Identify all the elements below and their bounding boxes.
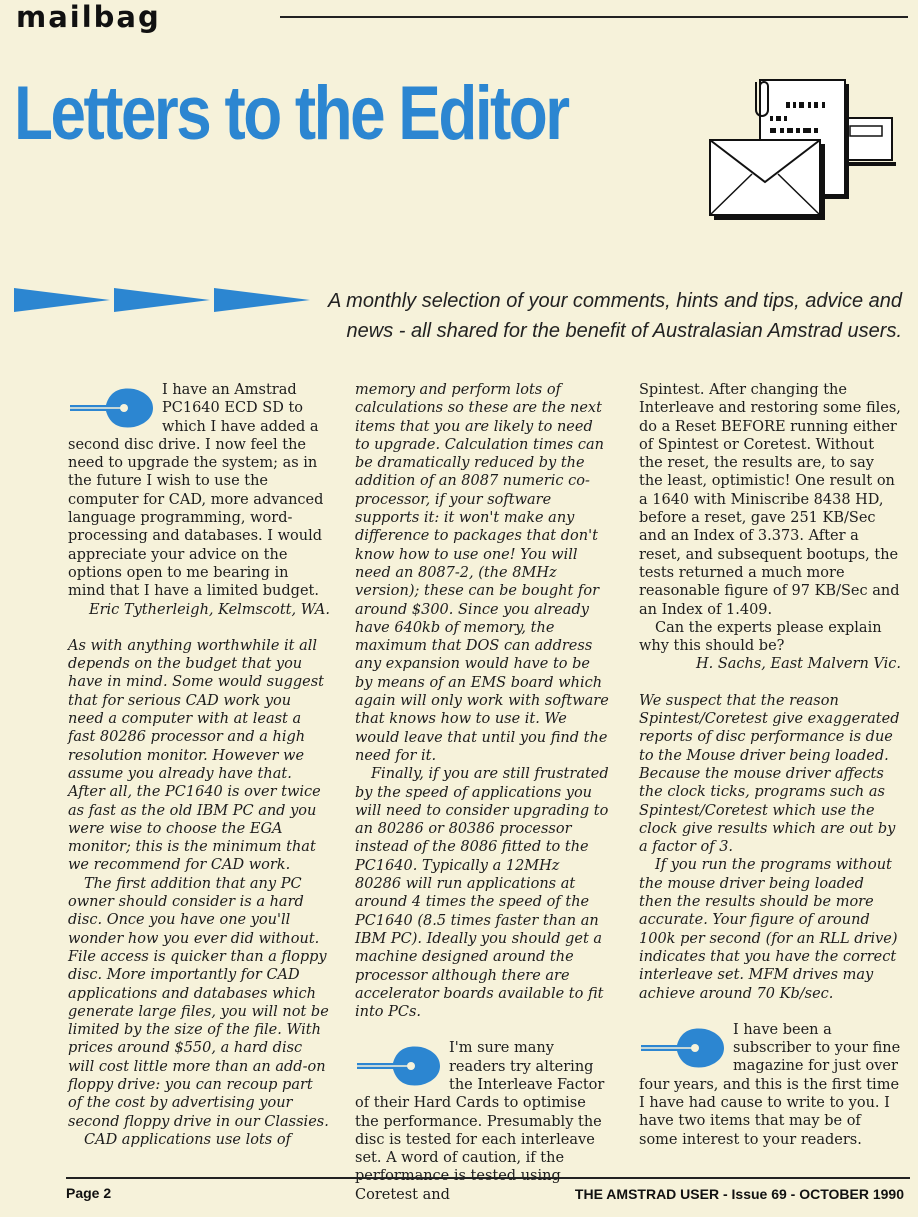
- reply-1-paragraph: memory and perform lots of calculations so these are the next items that you are likely to need to upgrade. Calculation times can be dramatically reduced by the addition of an 8087 numeric co-processor, if your software supports it: it won't make any difference to packages that don't know how to use one! You will need an 8087-2, (the 8MHz version); these can be bought for around $300. Since you already have 640kb of memory, the maximum that DOS can address any expansion would have to be by means of an EMS board which again will only work with software that knows how to use it. We would leave that until you find the need for it.: [355, 382, 609, 764]
- pen-nib-icon: [355, 1043, 441, 1089]
- envelope-and-letters-icon: [700, 70, 905, 240]
- reply-2-paragraph: If you run the programs without the mouse driver being loaded then the results should be more accurate. Your figure of around 100k per second (for an RLL drive) indicates that you have the correct interleave set. MFM drives may achieve around 70 Kb/sec.: [639, 857, 898, 1002]
- pen-nib-icon: [68, 385, 154, 431]
- letter-2-body: Spintest. After changing the Interleave and restoring some files, do a Reset BEFORE running either of Spintest or Coretest. Without the reset, the results are, to say the least, optimistic! One result on a 1640 with Miniscribe 8438 HD, before a reset, gave 251 KB/Sec and an Index of 3.373. After a reset, and subsequent bootups, the tests returned a much more reasonable figure of 97 KB/Sec and an Index of 1.409.: [639, 382, 901, 618]
- letter-3-body: I have been a subscriber to your fine magazine for just over four years, and this is the first time I have had cause to write to you. I have two items that may be of some interest to your readers.: [639, 1021, 901, 1148]
- page-number: Page 2: [66, 1185, 112, 1201]
- letter-1-body: I have an Amstrad PC1640 ECD SD to which I have added a second disc drive. I now feel the need to upgrade the system; as in the future I wish to use the computer for CAD, more advanced language programming, word-processing and databases. I would appreciate your advice on the options open to me bearing in mind that I have a limited budget.: [68, 382, 324, 600]
- section-rule: [280, 16, 908, 18]
- pen-nib-icon: [639, 1025, 725, 1071]
- column-1: [68, 381, 330, 1149]
- reply-1-paragraph: Finally, if you are still frustrated by the speed of applications you will need to consider upgrading to an 80286 or 80386 processor instead of the 8086 fitted to the PC1640. Typically a 12MHz 80286 will run applications at around 4 times the speed of the PC1640 (8.5 times faster than an IBM PC). Ideally you should get a machine designed around the processor although there are accelerator boards available to fit into PCs.: [355, 766, 609, 1021]
- arrow-divider: [14, 286, 314, 314]
- column-3: [639, 381, 901, 1149]
- arrow-triangle-icon: [14, 288, 310, 312]
- reply-2-paragraph: We suspect that the reason Spintest/Coretest give exaggerated reports of disc performance is due to the Mouse driver being loaded. Because the mouse driver affects the clock ticks, programs such as Spintest/Coretest which use the clock give results which are out by a factor of 3.: [639, 692, 900, 856]
- reply-1-paragraph: As with anything worthwhile it all depends on the budget that you have in mind. Some would suggest that for serious CAD work you need a computer with at least a fast 80286 processor and a high resolution monitor. However we assume you already have that. After all, the PC1640 is over twice as fast as the old IBM PC and you were wise to choose the EGA monitor; this is the minimum that we recommend for CAD work.: [68, 637, 324, 874]
- reply-1-paragraph: The first addition that any PC owner should consider is a hard disc. Once you have one you'll wonder how you ever did without. File access is quicker than a floppy disc. More importantly for CAD applications and databases which generate large files, you will not be limited by the size of the file. With prices around $550, a hard disc will cost little more than an add-on floppy drive: you can recoup part of the cost by advertising your second floppy drive in our Classies.: [68, 875, 329, 1130]
- page-title: Letters to the Editor: [14, 71, 568, 156]
- intro-text: A monthly selection of your comments, hints and tips, advice and news - all shared for the benefit of Australasian Amstrad users.: [328, 290, 902, 342]
- reply-1-paragraph: CAD applications use lots of: [84, 1131, 291, 1148]
- letter-2-paragraph: Can the experts please explain why this should be?: [639, 619, 882, 655]
- footer-rule: [66, 1177, 910, 1179]
- letter-1-signature: Eric Tytherleigh, Kelmscott, WA.: [89, 601, 330, 618]
- letter-2-signature: H. Sachs, East Malvern Vic.: [695, 656, 901, 673]
- column-2: [355, 381, 610, 1204]
- section-tag: mailbag: [16, 0, 161, 34]
- issue-line: THE AMSTRAD USER - Issue 69 - OCTOBER 1990: [574, 1186, 904, 1202]
- letter-2-body: I'm sure many readers try altering the Interleave Factor of their Hard Cards to optimise the performance. Presumably the disc is tested for each interleave set. A word of caution, if the performance is tested using Coretest and: [355, 1040, 605, 1203]
